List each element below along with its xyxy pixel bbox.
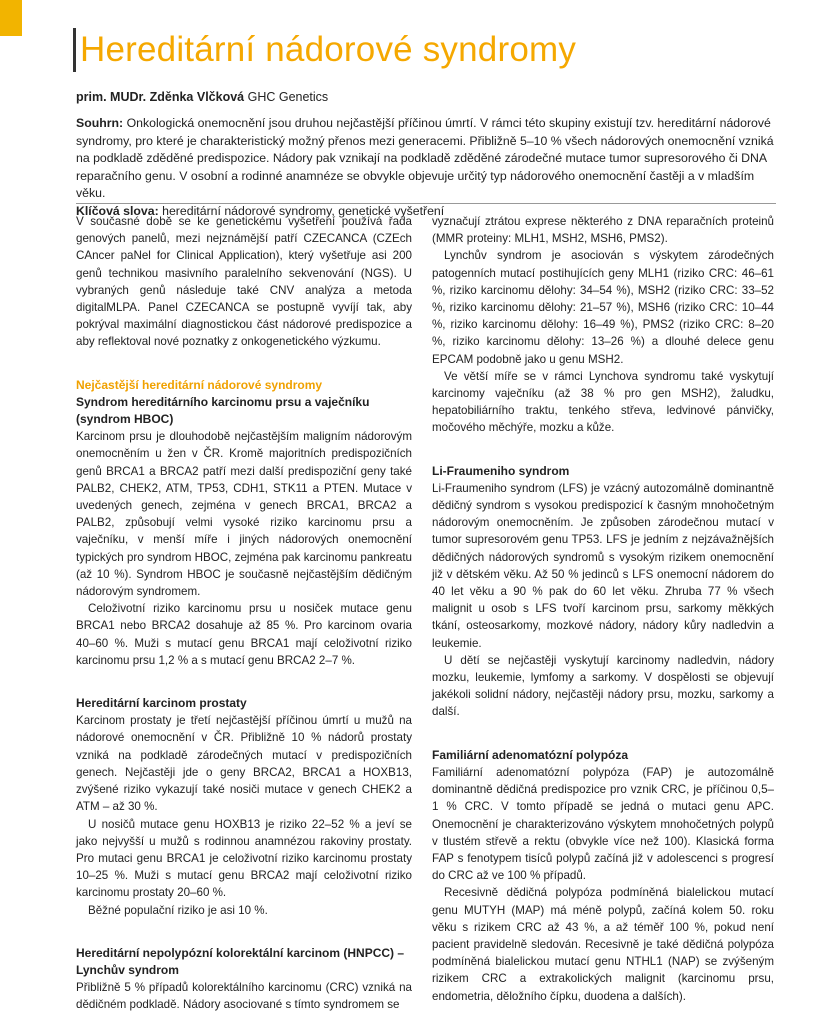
page-title: Hereditární nádorové syndromy [80, 30, 577, 69]
hboc-paragraph-2: Celoživotní riziko karcinomu prsu u nosiček mutace genu BRCA1 nebo BRCA2 dosahuje až 85 %. Pro karcinom ovaria 40–60 %. Muži s mutací genu BRCA1 mají celoživotní riziko karcinomu prsu 1,2 % a s mutací genu BRCA2 2–7 %. [76, 602, 412, 667]
section-heading: Nejčastější hereditární nádorové syndromy [76, 377, 323, 392]
hboc-heading: Syndrom hereditárního karcinomu prsu a vaječníku (syndrom HBOC) [76, 394, 370, 427]
mmr-paragraph: vyznačují ztrátou exprese některého z DNA reparačních proteinů (MMR proteiny: MLH1, MSH2, MSH6, PMS2). [432, 215, 774, 246]
lfs-paragraph-2: U dětí se nejčastěji vyskytují karcinomy nadledvin, nádory mozku, leukemie, lymfomy a sarkomy. V dospělosti se objevují jakékoli solidní nádory, nejčastěji nádory prsu, mozku, sarkomy a další. [432, 653, 774, 719]
prostate-paragraph-3: Běžné populační riziko je asi 10 %. [88, 903, 268, 917]
corner-accent [0, 0, 22, 36]
intro-paragraph: V současné době se ke genetickému vyšetření používá řada genových panelů, mezi nejznámější patří CZECANCA (CZEch CAncer paNel for Clinical Application), který vyšetřuje asi 200 genů technikou masivního paralelního sekvenování (NGS). U vybraných genů následuje také CNV analýza a metoda digitalMLPA. Panel CZECANCA se postupně vyvíjí tak, aby pokrýval maximální diagnostickou část nádorové predispozice a aby reflektoval nové poznatky z onkogenetického výzkumu. [76, 215, 412, 349]
title-block [73, 28, 576, 72]
author-name: prim. MUDr. Zděnka Vlčková [76, 90, 245, 104]
lfs-paragraph-1: Li-Fraumeniho syndrom (LFS) je vzácný autozomálně dominantně dědičný syndrom s vysokou predispozicí k časným mnohočetným nádorovým onemocněním. Je způsoben zárodečnou mutací v tumor supresorovém genu TP53. LFS je jedním z nejzávažnějších dědičných nádorových syndromů s vysokým rizikem onemocnění již v dětském věku. Až 50 % jedinců s LFS onemocní nádorem do 40 let věku a 90 % pak do 60 let věku. Zhruba 77 % všech malignit u osob s LFS tvoří karcinom prsu, sarkomy měkkých tkání, osteosarkomy, mozkové nádory, nádory kůry nadledvin a leukemie. [432, 481, 774, 650]
hnpcc-heading: Hereditární nepolypózní kolorektální karcinom (HNPCC) – Lynchův syndrom [76, 945, 405, 977]
lfs-heading: Li-Fraumeniho syndrom [432, 463, 570, 478]
lynch-other-cancers-paragraph: Ve větší míře se v rámci Lynchova syndromu také vyskytují karcinomy vaječníku (až 38 % pro gen MSH2), žaludku, hepatobiliárního traktu, tenkého střeva, ledvinové pánvičky, močového měchýře, mozku a kůže. [432, 369, 774, 435]
prostate-paragraph-1: Karcinom prostaty je třetí nejčastější příčinou úmrtí u mužů na nádorové onemocnění v ČR. Přibližně 10 % nádorů prostaty vzniká na podkladě zárodečných mutací v predispozičních genech. Nejčastěji jde o geny BRCA2, BRCA1 a HOXB13, zvýšené riziko vykazují také nosiči mutace v genech CHEK2 a ATM – až 30 %. [76, 714, 412, 814]
prostate-paragraph-2: U nosičů mutace genu HOXB13 je riziko 22–52 % a jeví se jako nejvyšší u mužů s rodinnou anamnézou rakoviny prostaty. Pro mutaci genu BRCA1 je celoživotní riziko karcinomu prostaty 10–25 %. Muži s mutací genu BRCA2 mají celoživotní riziko karcinomu prostaty 20–60 %. [76, 817, 412, 900]
summary-text: Onkologická onemocnění jsou druhou nejčastější příčinou úmrtí. V rámci této skupiny existují tzv. hereditární nádorové syndromy, pro které je charakteristický možný přenos mezi generacemi. Přibližně 5–10 % všech nádorových onemocnění vzniká na podkladě zděděné predispozice. Nádory pak vznikají na podkladě zděděné zárodečné mutace tumor supresorového či DNA reparačního genu. V osobní a rodinné anamnéze se obvykle objevuje určitý typ nádorového onemocnění častěji a v mladším věku. [76, 116, 774, 201]
summary-label: Souhrn: [76, 116, 124, 130]
abstract-divider [76, 203, 776, 204]
fap-paragraph-1: Familiární adenomatózní polypóza (FAP) je autozomálně dominantně dědičná predispozice pro vznik CRC, je příčinou 0,5–1 % CRC. V tomto případě se jedná o mutaci genu APC. Onemocnění je charakterizováno výskytem mnohočetných polypů v tlustém střevě a rektu (obvykle více než 100). Klasická forma FAP s fenotypem tisíců polypů začíná již v adolescenci s progresí do CRC až ve 100 % případů. [432, 765, 774, 883]
author-line [76, 90, 328, 104]
right-column [432, 213, 774, 1005]
hboc-paragraph-1: Karcinom prsu je dlouhodobě nejčastějším maligním nádorovým onemocněním u žen v ČR. Kromě majoritních predispozičních genů BRCA1 a BRCA2 patří mezi další predispoziční geny také PALB2, CHEK2, ATM, TP53, CDH1, STK11 a PTEN. Mutace v uvedených genech, zejména v genech BRCA1, BRCA2 a PALB2, způsobují velmi vysoké riziko karcinomu prsu a vaječníku, v menší míře i jiných nádorových onemocnění typických pro syndrom HBOC, zejména pak karcinomu pankreatu (až 10 %). Syndrom HBOC je současně nejčastějším dědičným nádorovým syndromem. [76, 430, 412, 599]
summary [76, 115, 776, 203]
hnpcc-paragraph-1: Přibližně 5 % případů kolorektálního karcinomu (CRC) vzniká na dědičném podkladě. Nádory asociované s tímto syndromem se [76, 981, 412, 1012]
keywords-text: hereditární nádorové syndromy, genetické vyšetření [162, 203, 445, 218]
author-affiliation: GHC Genetics [247, 90, 329, 104]
fap-heading: Familiární adenomatózní polypóza [432, 747, 629, 762]
prostate-heading: Hereditární karcinom prostaty [76, 696, 247, 711]
lynch-genes-paragraph: Lynchův syndrom je asociován s výskytem zárodečných patogenních mutací postihujících geny MLH1 (riziko CRC: 46–61 %, riziko karcinomu dělohy: 34–54 %), MSH2 (riziko CRC: 33–52 %, riziko karcinomu dělohy: 21–57 %), MSH6 (riziko CRC: 10–44 %, riziko karcinomu dělohy: 16–49 %), PMS2 (riziko CRC: 8–20 %, riziko karcinomu dělohy: 13–26 %) a dlouhé delece genu EPCAM podobně jako u genu MSH2. [432, 249, 774, 366]
keywords-label: Klíčová slova: [76, 203, 159, 218]
fap-paragraph-2: Recesivně dědičná polypóza podmíněná bialelickou mutací genu MUTYH (MAP) má méně polypů, začíná kolem 50. roku věku s rizikem CRC až 43 %, a až téměř 100 %, pokud není pacient pravidelně sledován. Recesivně je také dědičná polypóza podmíněná bialelickou mutací genu NTHL1 (NAP) se zvýšeným rizikem CRC a extrakolických malignit (karcinomu prsu, endometria, děložního čípku, duodena a dalších). [432, 886, 774, 1003]
abstract [76, 115, 776, 221]
left-column [76, 213, 412, 1014]
